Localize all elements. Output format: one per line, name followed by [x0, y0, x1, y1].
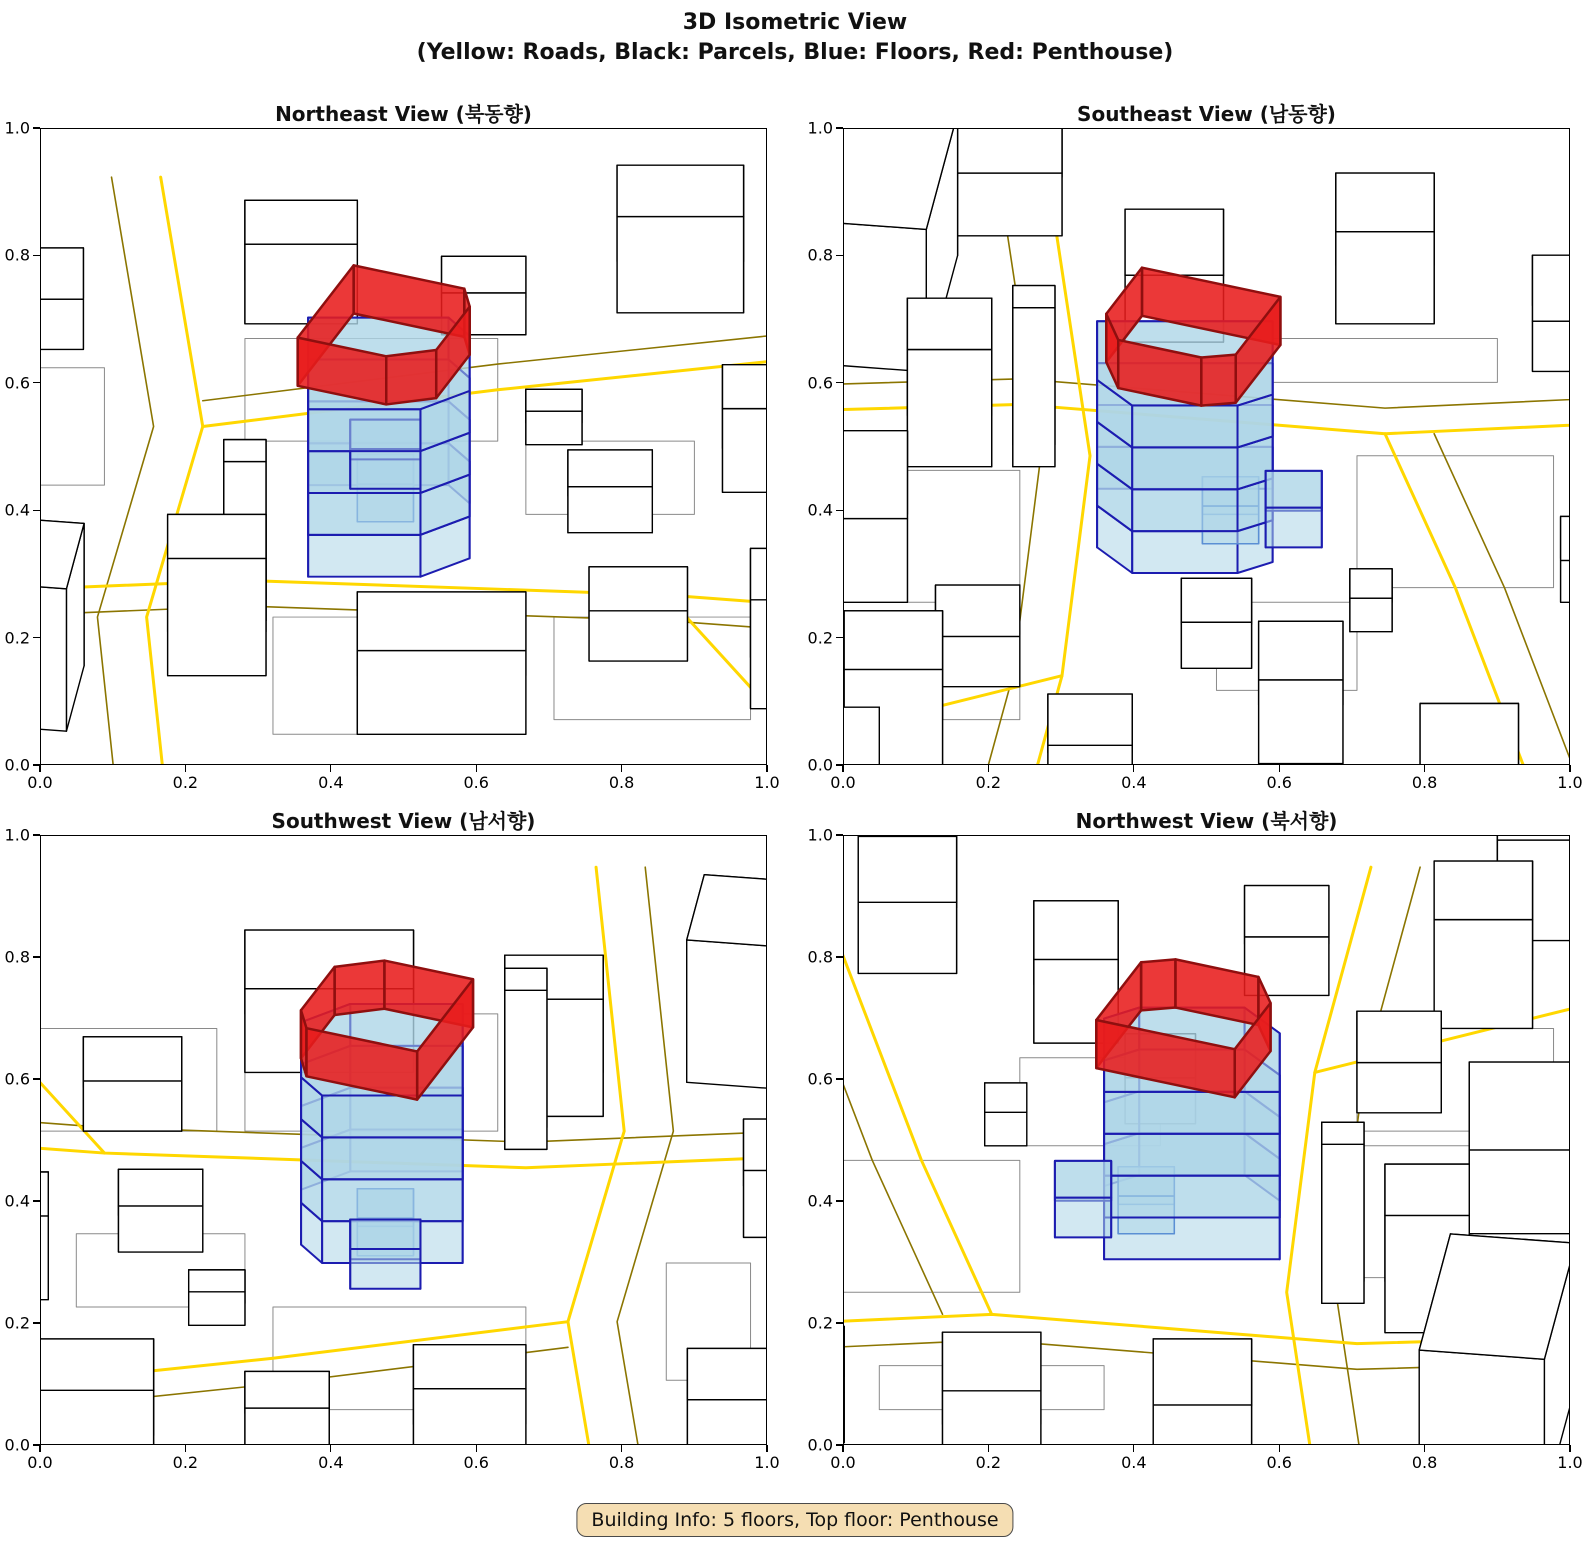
subplot-title-southwest: Southwest View (남서향) [271, 809, 536, 833]
y-tick-mark [33, 127, 40, 128]
parcel-building-face [1013, 308, 1055, 467]
axes-southwest [40, 835, 767, 1445]
x-tick-label: 0.0 [27, 773, 53, 792]
floor-box-face [1132, 447, 1237, 489]
floor-box-face [1104, 1092, 1280, 1134]
x-tick-mark [842, 765, 843, 772]
y-tick-mark [836, 1200, 843, 1201]
parcel-building-top [1420, 703, 1518, 764]
parcel-building-top [751, 548, 766, 599]
parcel-building-face [189, 1292, 245, 1325]
parcel-building-top [1350, 569, 1392, 598]
parcel-building-top [189, 1270, 245, 1292]
y-tick-mark [836, 382, 843, 383]
parcel-building-face [1048, 745, 1132, 764]
y-tick-mark [33, 764, 40, 765]
x-tick-mark [842, 1445, 843, 1452]
y-tick-mark [836, 764, 843, 765]
y-tick-mark [836, 1444, 843, 1445]
y-tick-label: 0.4 [4, 1191, 30, 1211]
parcel-building-face [168, 558, 266, 675]
x-tick-mark [1569, 1445, 1570, 1452]
annex-box-face [1055, 1198, 1111, 1238]
subplot-southeast [807, 102, 1583, 792]
x-tick-mark [1279, 1445, 1280, 1452]
scene-canvas-northwest [844, 836, 1569, 1444]
x-tick-mark [766, 1445, 767, 1452]
parcel-building-face [41, 1216, 48, 1300]
y-tick-mark [836, 510, 843, 511]
parcel-building-face [1259, 680, 1343, 764]
parcel-building-top [505, 968, 547, 990]
parcel-building-face [943, 1391, 1041, 1444]
parcel-building-top [985, 1083, 1027, 1112]
parcel-building-top [1336, 173, 1434, 232]
x-tick-label: 0.4 [1121, 1453, 1147, 1472]
y-tick-mark [836, 255, 843, 256]
parcel-building-top [1125, 209, 1223, 275]
x-tick-label: 0.2 [975, 1453, 1002, 1472]
scene-canvas-northeast [41, 129, 766, 764]
x-tick-label: 0.4 [1121, 773, 1147, 792]
y-tick-mark [836, 127, 843, 128]
parcel-building-face [1322, 1144, 1364, 1303]
y-tick-mark [33, 255, 40, 256]
x-tick-mark [1133, 765, 1134, 772]
parcel-building-top [1497, 836, 1569, 840]
x-tick-label: 0.6 [463, 773, 489, 792]
x-tick-label: 0.6 [1266, 1453, 1292, 1472]
floor-box-face [1104, 1134, 1280, 1176]
lot-line [1357, 456, 1554, 588]
parcel-building-top [1259, 621, 1343, 680]
parcel-building-top [224, 440, 266, 462]
x-tick-label: 0.0 [830, 1453, 856, 1472]
parcel-building-top [83, 1037, 181, 1081]
parcel-building-top [245, 1371, 329, 1408]
parcel-building-top [118, 1169, 202, 1206]
parcel-building-face [1181, 622, 1251, 668]
x-tick-label: 0.8 [1411, 1453, 1438, 1472]
parcel-building-top [1533, 255, 1569, 321]
floor-box-face [308, 535, 420, 577]
penthouse-box-face [1201, 355, 1235, 406]
y-tick-label: 0.6 [4, 373, 30, 393]
floor-box-face [308, 493, 420, 535]
x-tick-mark [39, 765, 40, 772]
parcel-building-face [41, 573, 66, 732]
y-tick-label: 0.2 [807, 1313, 833, 1333]
parcel-building-face [118, 1206, 202, 1252]
parcel-building-top [1153, 1339, 1251, 1405]
x-tick-mark [39, 1445, 40, 1452]
y-tick-label: 0.0 [4, 1435, 30, 1455]
subplot-title-northeast: Northeast View (북동향) [275, 102, 532, 126]
parcel-building-top [844, 611, 942, 670]
parcel-building-top [168, 514, 266, 558]
x-tick-mark [330, 1445, 331, 1452]
parcel-building-face [1434, 920, 1532, 1029]
floor-box-face [1104, 1176, 1280, 1218]
parcel-building-face [858, 902, 956, 973]
parcel-building-top [568, 450, 652, 487]
parcel-building-top [1434, 861, 1532, 920]
parcel-building-face [568, 487, 652, 533]
y-tick-mark [33, 834, 40, 835]
parcel-building-top [844, 707, 879, 764]
building-info-badge: Building Info: 5 floors, Top floor: Penthouse [576, 1503, 1013, 1537]
penthouse-box-face [335, 961, 385, 1015]
x-tick-mark [988, 1445, 989, 1452]
x-tick-label: 0.0 [830, 773, 856, 792]
scene-canvas-southwest [41, 836, 766, 1444]
penthouse-box-face [1141, 959, 1175, 1010]
axes-northeast [40, 128, 767, 765]
parcel-building-top [907, 298, 991, 349]
subplot-southwest [4, 809, 780, 1472]
x-tick-label: 0.0 [27, 1453, 53, 1472]
parcel-building-top [723, 365, 766, 409]
parcel-building-face [589, 611, 687, 661]
y-tick-label: 1.0 [807, 118, 833, 138]
road-secondary [97, 177, 153, 764]
parcel-building-face [1469, 1150, 1569, 1234]
x-tick-label: 0.4 [318, 1453, 344, 1472]
x-tick-label: 0.4 [318, 773, 344, 792]
parcel-building-top [1357, 1011, 1441, 1062]
floor-box-face [322, 1096, 463, 1138]
lot-line [41, 368, 104, 485]
y-tick-label: 1.0 [4, 118, 30, 138]
y-tick-mark [836, 1078, 843, 1079]
x-tick-mark [766, 765, 767, 772]
axes-southeast [843, 128, 1570, 765]
penthouse-box-face [386, 350, 436, 404]
annex-box-top [1266, 471, 1322, 508]
y-tick-label: 0.0 [807, 1435, 833, 1455]
x-tick-mark [1569, 765, 1570, 772]
figure-title [0, 8, 1590, 68]
parcel-building-face [1336, 232, 1434, 324]
parcel-building-top [1322, 1122, 1364, 1144]
parcel-building-face [844, 519, 907, 603]
y-tick-mark [33, 637, 40, 638]
y-tick-mark [836, 956, 843, 957]
parcel-building-top [617, 165, 743, 216]
parcel-building-top [1013, 286, 1055, 308]
parcel-building-top [844, 431, 907, 519]
x-tick-label: 1.0 [1557, 773, 1583, 792]
annex-box-face [350, 1249, 420, 1289]
parcel-building-top [1561, 516, 1569, 560]
parcel-building-top [1034, 901, 1118, 960]
y-tick-mark [836, 637, 843, 638]
y-tick-mark [33, 1200, 40, 1201]
y-tick-mark [33, 510, 40, 511]
road-secondary [617, 867, 673, 1444]
x-tick-mark [185, 1445, 186, 1452]
parcel-building-face [245, 1408, 329, 1444]
x-tick-label: 0.6 [1266, 773, 1292, 792]
floor-box-face [1132, 406, 1237, 448]
x-tick-label: 0.2 [975, 773, 1002, 792]
parcel-building-face [1153, 1405, 1251, 1444]
parcel-building-face [985, 1112, 1027, 1145]
y-tick-label: 0.6 [807, 373, 833, 393]
figure-title-line2: (Yellow: Roads, Black: Parcels, Blue: Floors, Red: Penthouse) [416, 40, 1174, 65]
figure-title-line1: 3D Isometric View [682, 10, 908, 35]
y-tick-label: 0.6 [807, 1069, 833, 1089]
parcel-building-top [744, 1119, 766, 1170]
y-tick-label: 0.6 [4, 1069, 30, 1089]
parcel-building-top [943, 1332, 1041, 1391]
x-tick-mark [1424, 765, 1425, 772]
parcel-building-face [413, 1389, 525, 1444]
y-tick-label: 0.8 [807, 245, 833, 265]
subplot-northwest [807, 809, 1583, 1472]
parcel-building-face [1357, 1063, 1441, 1113]
y-tick-label: 0.0 [4, 755, 30, 775]
x-tick-label: 1.0 [754, 1453, 780, 1472]
y-tick-label: 0.4 [807, 1191, 833, 1211]
y-tick-mark [33, 382, 40, 383]
y-tick-label: 0.8 [4, 245, 30, 265]
x-tick-mark [1424, 1445, 1425, 1452]
lot-line [1273, 338, 1498, 382]
parcel-building-face [751, 600, 766, 709]
parcel-building-face [1561, 560, 1569, 602]
annex-box-face [1266, 508, 1322, 548]
y-tick-label: 0.2 [4, 1313, 30, 1333]
parcel-building-top [589, 567, 687, 611]
parcel-building-face [1350, 598, 1392, 631]
x-tick-label: 0.6 [463, 1453, 489, 1472]
x-tick-label: 0.2 [172, 1453, 199, 1472]
parcel-building-face [723, 409, 766, 493]
parcel-building-top [1245, 886, 1329, 937]
parcel-building-top [526, 389, 582, 411]
floor-box-face [308, 409, 420, 451]
x-tick-mark [621, 765, 622, 772]
parcel-building-face [357, 651, 526, 735]
y-tick-label: 0.4 [807, 500, 833, 520]
y-tick-label: 0.2 [807, 628, 833, 648]
y-tick-label: 1.0 [807, 825, 833, 845]
parcel-building-top [858, 836, 956, 902]
parcel-building-face [41, 1390, 154, 1444]
parcel-building-top [936, 585, 1020, 636]
parcel-building-face [41, 299, 83, 349]
parcel-building-face [1419, 1350, 1544, 1444]
subplot-title-southeast: Southeast View (남동향) [1077, 102, 1336, 126]
road-main [568, 867, 624, 1444]
floor-box-face [322, 1179, 463, 1221]
parcel-building-top [41, 1172, 48, 1216]
parcel-building-top [245, 200, 357, 244]
x-tick-label: 0.8 [608, 773, 635, 792]
y-tick-mark [33, 1078, 40, 1079]
annex-box-face [350, 449, 420, 489]
parcel-building-top [357, 592, 526, 651]
x-tick-label: 0.8 [608, 1453, 635, 1472]
x-tick-label: 0.8 [1411, 773, 1438, 792]
parcel-building-top [1048, 694, 1132, 745]
parcel-building-face [936, 636, 1020, 686]
parcel-building-top [1469, 1062, 1569, 1150]
parcel-building-top [41, 248, 83, 299]
parcel-building-face [907, 350, 991, 467]
parcel-building-top [687, 1348, 766, 1399]
y-tick-label: 0.8 [4, 947, 30, 967]
x-tick-label: 1.0 [754, 773, 780, 792]
x-tick-mark [476, 1445, 477, 1452]
parcel-building-top [1181, 578, 1251, 622]
x-tick-mark [1133, 1445, 1134, 1452]
parcel-building-face [83, 1081, 181, 1131]
axes-northwest [843, 835, 1570, 1445]
parcel-building-face [744, 1170, 766, 1237]
parcel-building-face [526, 411, 582, 444]
x-tick-mark [330, 765, 331, 772]
annex-box-top [1055, 1161, 1111, 1198]
x-tick-label: 0.2 [172, 773, 199, 792]
parcel-building-top [413, 1345, 525, 1389]
x-tick-mark [185, 765, 186, 772]
y-tick-label: 1.0 [4, 825, 30, 845]
subplot-northeast [4, 102, 780, 792]
parcel-building-face [505, 990, 547, 1149]
scene-canvas-southeast [844, 129, 1569, 764]
x-tick-mark [476, 765, 477, 772]
parcel-building-top [1385, 1164, 1469, 1215]
subplot-title-northwest: Northwest View (북서향) [1075, 809, 1338, 833]
floor-box-face [322, 1137, 463, 1179]
annex-box-top [350, 1220, 420, 1249]
y-tick-mark [836, 1322, 843, 1323]
y-tick-mark [33, 1322, 40, 1323]
y-tick-label: 0.8 [807, 947, 833, 967]
parcel-building-face [617, 217, 743, 313]
x-tick-label: 1.0 [1557, 1453, 1583, 1472]
x-tick-mark [988, 765, 989, 772]
parcel-building-top [41, 1339, 154, 1390]
parcel-building-face [1533, 321, 1569, 371]
y-tick-label: 0.2 [4, 628, 30, 648]
y-tick-label: 0.0 [807, 755, 833, 775]
parcel-building-face [687, 940, 766, 1099]
y-tick-label: 0.4 [4, 500, 30, 520]
floor-box-face [1132, 489, 1237, 531]
y-tick-mark [836, 834, 843, 835]
x-tick-mark [1279, 765, 1280, 772]
y-tick-mark [33, 956, 40, 957]
y-tick-mark [33, 1444, 40, 1445]
parcel-building-face [687, 1400, 766, 1444]
x-tick-mark [621, 1445, 622, 1452]
